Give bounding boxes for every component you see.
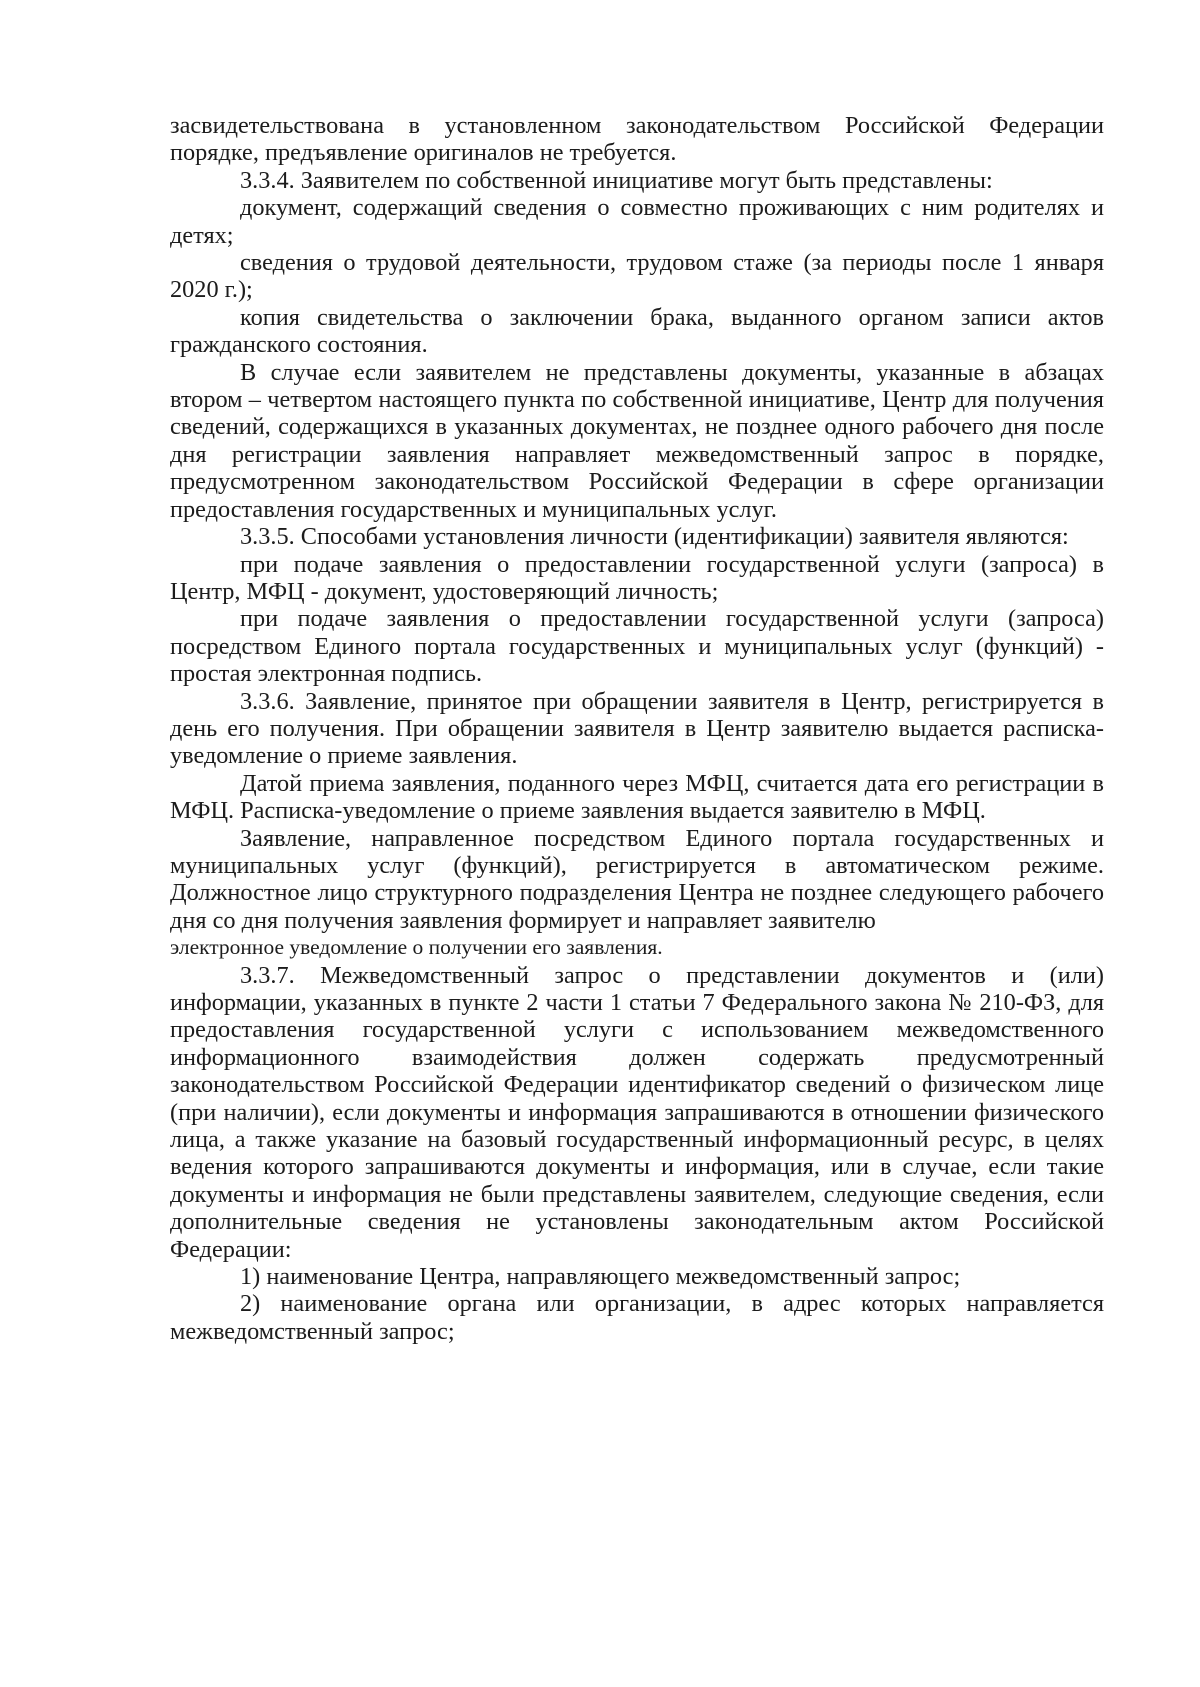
paragraph-item-parents-children: документ, содержащий сведения о совместно проживающих с ним родителях и детях; <box>170 194 1104 249</box>
paragraph-3-3-5: 3.3.5. Способами установления личности (идентификации) заявителя являются: <box>240 523 1069 551</box>
paragraph-interagency-request: В случае если заявителем не представлены документы, указанные в абзацах втором – четвертом настоящего пункта по собственной инициативе, Центр для получения сведений, содержащихся в указанных документах, не позднее одного рабочего дня после дня регистрации заявления направляет межведомственный запрос в порядке, предусмотренном законодательством Российской Федерации в сфере организации предоставления государственных и муниципальных услуг. <box>170 358 1104 523</box>
paragraph-electronic-signature: при подаче заявления о предоставлении государственной услуги (запроса) посредством Единого портала государственных и муниципальных услуг (функций) - простая электронная подпись. <box>170 605 1104 688</box>
paragraph-continuation: засвидетельствована в установленном законодательством Российской Федерации порядке, предъявление оригиналов не требуется. <box>170 112 1104 167</box>
paragraph-3-3-6: 3.3.6. Заявление, принятое при обращении заявителя в Центр, регистрируется в день его получения. При обращении заявителя в Центр заявителю выдается расписка-уведомление о приеме заявления. <box>170 687 1104 770</box>
list-item-1: 1) наименование Центра, направляющего межведомственный запрос; <box>240 1263 961 1291</box>
paragraph-identity-document: при подаче заявления о предоставлении государственной услуги (запроса) в Центр, МФЦ - документ, удостоверяющий личность; <box>170 550 1104 605</box>
paragraph-item-work-experience: сведения о трудовой деятельности, трудовом стаже (за периоды после 1 января 2020 г.); <box>170 249 1104 304</box>
list-item-2: 2) наименование органа или организации, в адрес которых направляется межведомственный запрос; <box>170 1290 1104 1345</box>
paragraph-portal-registration: Заявление, направленное посредством Единого портала государственных и муниципальных услуг (функций), регистрируется в автоматическом режиме. Должностное лицо структурного подразделения Центра не позднее следующего рабочего дня со дня получения заявления формирует и направляет заявителю <box>170 824 1104 934</box>
paragraph-item-marriage-certificate: копия свидетельства о заключении брака, выданного органом записи актов гражданского состояния. <box>170 303 1104 359</box>
paragraph-3-3-7: 3.3.7. Межведомственный запрос о представлении документов и (или) информации, указанных в пункте 2 части 1 статьи 7 Федерального закона № 210-ФЗ, для предоставления государственной услуги с использованием межведомственного информационного взаимодействия должен содержать предусмотренный законодательством Российской Федерации идентификатор сведений о физическом лице (при наличии), если документы и информация запрашиваются в отношении физического лица, а также указание на базовый государственный информационный ресурс, в целях ведения которого запрашиваются документы и информация, или в случае, если такие документы и информация не были представлены заявителем, следующие сведения, если дополнительные сведения не установлены законодательным актом Российской Федерации: <box>170 961 1104 1263</box>
paragraph-portal-registration-tail: электронное уведомление о получении его заявления. <box>170 935 663 960</box>
document-body <box>170 112 1104 1345</box>
paragraph-mfc-date: Датой приема заявления, поданного через МФЦ, считается дата его регистрации в МФЦ. Расписка-уведомление о приеме заявления выдается заявителю в МФЦ. <box>170 769 1104 825</box>
paragraph-3-3-4: 3.3.4. Заявителем по собственной инициативе могут быть представлены: <box>240 166 993 194</box>
